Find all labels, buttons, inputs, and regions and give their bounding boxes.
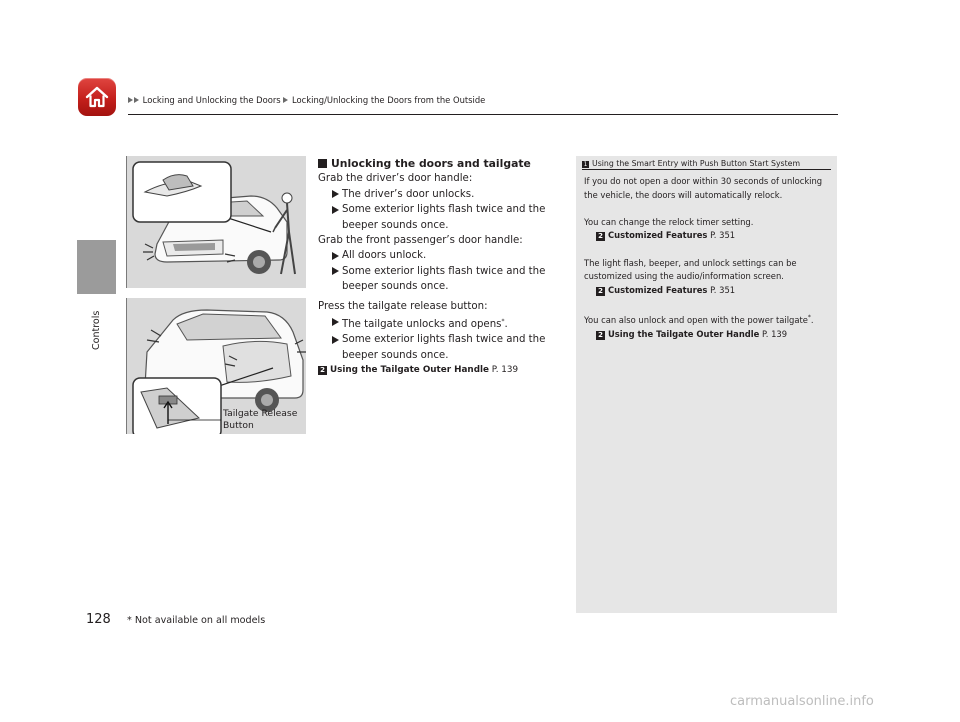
- reference-arrow-icon: 2: [596, 331, 605, 340]
- ref-label: Customized Features: [608, 284, 708, 295]
- note-paragraph: [584, 216, 832, 243]
- ref-label: Customized Features: [608, 230, 708, 241]
- note-title: [582, 159, 800, 168]
- section-tab-marker: [77, 240, 116, 294]
- list-item-text: All doors unlock.: [342, 250, 427, 262]
- watermark: carmanualsonline.info: [730, 694, 874, 709]
- reference-arrow-icon: 2: [596, 287, 605, 296]
- home-icon: [84, 84, 110, 110]
- unlock-door-illustration: [126, 156, 306, 288]
- breadcrumb-arrow-icon: [283, 97, 288, 103]
- tailgate-release-illustration: [126, 298, 306, 434]
- ref-page: P. 351: [710, 230, 736, 241]
- breadcrumb-item[interactable]: Locking and Unlocking the Doors: [142, 95, 281, 105]
- ref-label: Using the Tailgate Outer Handle: [330, 365, 489, 376]
- note-sidebar: [576, 156, 837, 613]
- list-item-text-main: The tailgate unlocks and opens: [342, 319, 502, 331]
- cross-reference-link[interactable]: [584, 229, 832, 243]
- reference-arrow-icon: 2: [596, 232, 605, 241]
- driver-lead: Grab the driver’s door handle:: [318, 173, 473, 185]
- footnote-marker: *: [501, 318, 505, 326]
- ref-page: P. 139: [762, 328, 788, 339]
- list-item-text: Some exterior lights flash twice and the beeper sounds once.: [342, 265, 546, 293]
- breadcrumb-arrow-icon: [134, 97, 139, 103]
- triangle-bullet-icon: [331, 264, 342, 295]
- note-paragraph: If you do not open a door within 30 seconds of unlocking the vehicle, the doors will automatically relock.: [584, 176, 823, 200]
- note-marker-icon: 1: [583, 161, 588, 168]
- callout-line: Button: [223, 420, 254, 431]
- square-bullet-icon: [318, 159, 327, 168]
- ref-label: Using the Tailgate Outer Handle: [608, 328, 760, 339]
- header-rule: [128, 114, 838, 115]
- triangle-bullet-icon: [331, 187, 342, 202]
- note-paragraph: You can also unlock and open with the power tailgate*. 2 Using the Tailgate Outer Handle P. 139: [584, 311, 832, 341]
- footnote-marker: *: [807, 313, 811, 321]
- note-rule: [582, 169, 831, 170]
- breadcrumb-item[interactable]: Locking/Unlocking the Doors from the Outside: [292, 95, 486, 105]
- list-item-text: The driver’s door unlocks.: [342, 188, 475, 200]
- triangle-bullet-icon: [331, 202, 342, 233]
- callout-line: Tailgate Release: [223, 408, 298, 419]
- note-paragraph-text: You can also unlock and open with the power tailgate: [584, 314, 808, 325]
- footnote: * Not available on all models: [127, 615, 266, 626]
- list-item: [318, 332, 568, 363]
- note-title-text: Using the Smart Entry with Push Button Start System: [592, 159, 801, 168]
- list-item-text: The tailgate unlocks and opens*.: [342, 318, 508, 331]
- list-item: [318, 248, 568, 263]
- triangle-bullet-icon: [331, 314, 342, 332]
- list-item-text: Some exterior lights flash twice and the beeper sounds once.: [342, 334, 546, 361]
- breadcrumb-arrow-icon: [128, 97, 133, 103]
- section-heading: [318, 156, 568, 171]
- triangle-bullet-icon: [331, 248, 342, 263]
- section-heading-text: Unlocking the doors and tailgate: [331, 157, 531, 170]
- note-paragraph-text: You can change the relock timer setting.: [584, 216, 754, 227]
- home-button[interactable]: [78, 78, 116, 116]
- page-number: 128: [86, 612, 111, 627]
- note-body: [584, 175, 832, 355]
- main-content: [318, 156, 568, 379]
- list-item: [318, 264, 568, 295]
- section-tab-label: Controls: [91, 310, 102, 350]
- ref-page: P. 139: [491, 365, 519, 376]
- cross-reference-link[interactable]: [318, 363, 568, 378]
- tailgate-lead: Press the tailgate release button:: [318, 300, 488, 312]
- cross-reference-link[interactable]: [584, 284, 832, 298]
- ref-page: P. 351: [710, 284, 736, 295]
- cross-reference-link[interactable]: [584, 328, 832, 342]
- list-item: [318, 187, 568, 202]
- passenger-lead: Grab the front passenger’s door handle:: [318, 235, 523, 247]
- list-item-text: Some exterior lights flash twice and the beeper sounds once.: [342, 204, 546, 231]
- tailgate-release-button-callout: [223, 408, 297, 432]
- section-tab[interactable]: [78, 296, 116, 356]
- note-paragraph: [584, 257, 832, 298]
- list-item: [318, 314, 568, 332]
- reference-arrow-icon: 2: [318, 366, 327, 375]
- note-paragraph-text: The light flash, beeper, and unlock settings can be customized using the audio/information screen.: [584, 257, 797, 282]
- list-item: [318, 202, 568, 233]
- triangle-bullet-icon: [331, 332, 342, 363]
- breadcrumb: [128, 95, 485, 105]
